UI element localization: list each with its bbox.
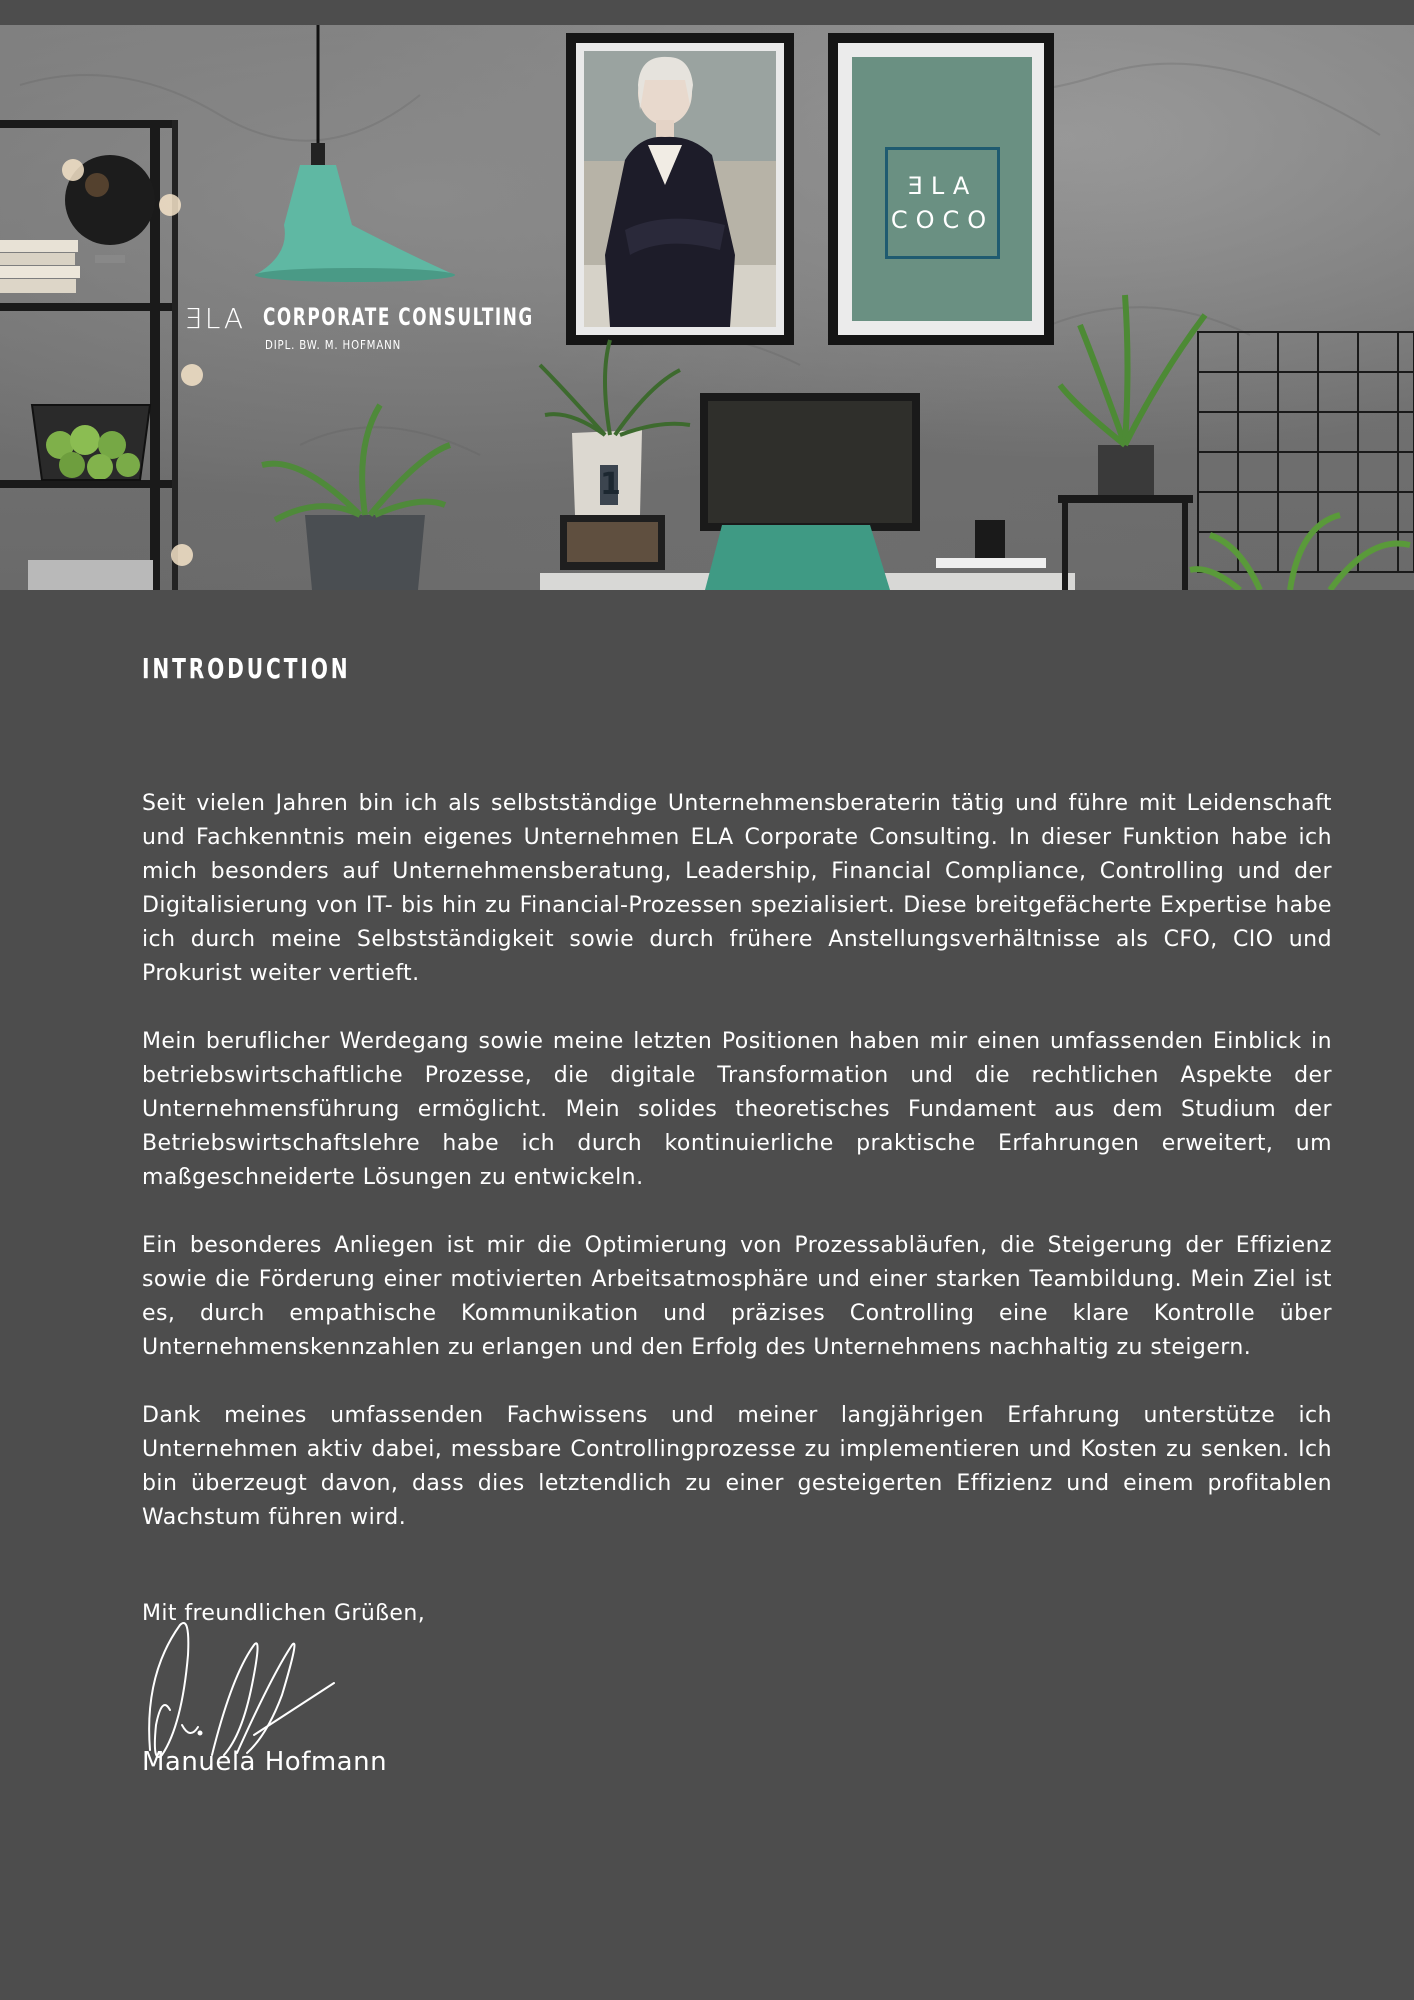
- signer-name: Manuela Hofmann: [142, 1747, 388, 1777]
- shelf-unit: [0, 120, 203, 590]
- logo-title: CORPORATE CONSULTING: [263, 303, 534, 331]
- paragraph: Dank meines umfassenden Fachwissens und meiner langjährigen Erfahrung unterstütze ich Unternehmen aktiv dabei, messbare Controllingprozesse zu implementieren und Kosten zu senken. Ich bin überzeugt davon, dass dies letztendlich zu einer gesteigerten Effizienz und einem profitablen Wachstum führen wird.: [142, 1403, 1332, 1530]
- paragraph: Mein beruflicher Werdegang sowie meine letzten Positionen haben mir einen umfassenden Einblick in betriebswirtschaftliche Prozesse, die digitale Transformation und die rechtlichen Aspekte der Unternehmensführung ermöglicht. Mein solides theoretisches Fundament aus dem Studium der Betriebswirtschaftslehre habe ich durch kontinuierliche praktische Erfahrungen erweitert, um maßgeschneiderte Lösungen zu entwickeln.: [142, 1029, 1332, 1190]
- fern-right: [1190, 515, 1410, 590]
- box-label: 1: [600, 467, 621, 502]
- paragraph: Seit vielen Jahren bin ich als selbstständige Unternehmensberaterin tätig und führe mit Leidenschaft und Fachkenntnis mein eigenes Unternehmen ELA Corporate Consulting. In dieser Funktion habe ich mich besonders auf Unternehmensberatung, Leadership, Financial Compliance, Controlling und der Digitalisierung von IT- bis hin zu Financial-Prozessen spezialisiert. Diese breitgefächerte Expertise habe ich durch meine Selbstständigkeit sowie durch frühere Anstellungsverhältnisse als CFO, CIO und Prokurist weiter vertieft.: [142, 791, 1332, 986]
- poster-logo: [885, 147, 1000, 259]
- poster-line-1: ƎLA: [907, 172, 978, 200]
- mug: [975, 520, 1005, 558]
- pendant-lamp: [255, 25, 455, 282]
- signature: [142, 1615, 352, 1765]
- paragraph: Ein besonderes Anliegen ist mir die Optimierung von Prozessabläufen, die Steigerung der Effizienz sowie die Förderung einer motivierten Arbeitsatmosphäre und einer starken Teambildung. Mein Ziel ist es, durch empathische Kommunikation und präzises Controlling eine klare Kontrolle über Unternehmenskennzahlen zu erlangen und den Erfolg des Unternehmens nachhaltig zu steigern.: [142, 1233, 1332, 1360]
- chair: [705, 525, 890, 590]
- hero-image: [0, 25, 1414, 590]
- logo-mark: ƎLA: [184, 302, 247, 335]
- section-heading: INTRODUCTION: [142, 652, 351, 685]
- potted-plant-center: [540, 340, 690, 570]
- portrait-frame: [566, 33, 794, 345]
- intro-body: [142, 787, 1332, 1569]
- potted-plant-right: [1058, 295, 1205, 590]
- closing-greeting: Mit freundlichen Grüßen,: [142, 1601, 426, 1626]
- logo-subtitle: DIPL. BW. M. HOFMANN: [265, 338, 402, 352]
- poster-line-2: COCO: [890, 206, 995, 234]
